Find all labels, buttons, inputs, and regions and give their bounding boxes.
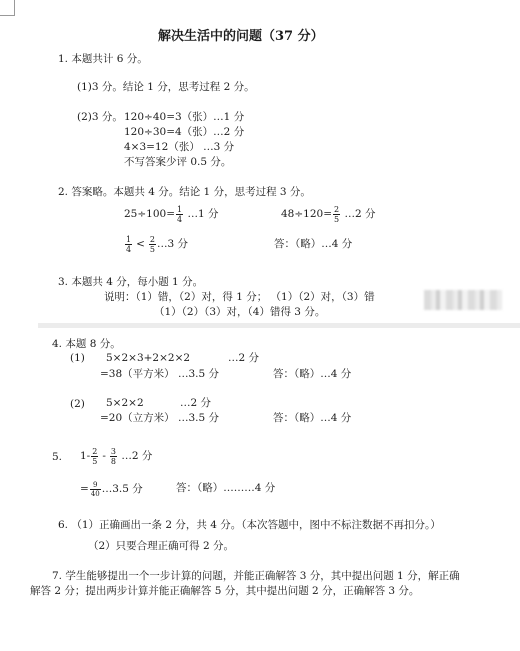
q5-expression [80, 445, 152, 467]
q5-equals: = [80, 483, 89, 495]
q1-line-4: 不写答案少评 0.5 分。 [124, 156, 232, 168]
q6-line-2: （2）只要合理正确可得 2 分。 [88, 540, 235, 552]
q2-equation-2 [281, 204, 375, 224]
page-title: 解决生活中的问题（37 分） [158, 29, 324, 44]
q1-line-2: 120÷30=4（张）…2 分 [124, 126, 245, 138]
q4-p1-result: =38（平方米） …3.5 分 [100, 368, 220, 380]
q4-p2-expression: 5×2×2 [106, 397, 144, 409]
q5-lead: 1- [80, 450, 91, 462]
q2-cmp-score: …3 分 [157, 238, 189, 250]
q1-line-1: 120÷40=3（张）…1 分 [124, 111, 245, 123]
q5-score-1: …2 分 [121, 450, 153, 462]
q4-p1-score-1: …2 分 [228, 352, 260, 364]
q5-answer: 答：（略）………4 分 [176, 482, 276, 494]
q5-fraction-1: $\frac{2}{5}$ [92, 446, 98, 466]
q2-cmp-operator: < [136, 238, 145, 250]
q2-eq2-fraction: $\frac{2}{5}$ [334, 204, 340, 224]
q2-comparison [124, 234, 188, 254]
blurred-text-region [424, 290, 502, 310]
q7-line-1: 7. 学生能够提出一个一步计算的问题，并能正确解答 3 分，其中提出问题 1 分，解正确 [52, 570, 460, 582]
q4-p2-result: =20（立方米） …3.5 分 [100, 412, 220, 424]
q2-answer: 答：（略）…4 分 [274, 238, 353, 250]
q1-part2-intro: (2)3 分。 [77, 111, 123, 123]
q2-eq1-left: 25÷100= [124, 208, 175, 220]
q4-p2-label: (2) [70, 398, 85, 410]
q4-p2-score-1: …2 分 [180, 397, 212, 409]
q4-header: 4. 本题 8 分。 [52, 338, 121, 350]
q5-result [80, 478, 143, 500]
q1-line-3: 4×3=12（张） …3 分 [124, 141, 235, 153]
q1-header: 1. 本题共计 6 分。 [58, 53, 148, 65]
q2-eq1-score: …1 分 [187, 208, 219, 220]
q2-eq2-score: …2 分 [344, 208, 376, 220]
q5-result-fraction: $\frac{9}{40}$ [90, 480, 100, 498]
q1-part1: (1)3 分。结论 1 分，思考过程 2 分。 [77, 81, 255, 93]
section-divider [38, 323, 520, 328]
q6-line-1: 6. （1）正确画出一条 2 分，共 4 分。（本次答题中，图中不标注数据不再扣分。） [58, 519, 441, 531]
q7-line-2: 解答 2 分；提出两步计算并能正确解答 5 分，其中提出问题 2 分，正确解答 3 分。 [30, 585, 420, 597]
q3-line-2: （1）（2）（3）对，（4）错得 3 分。 [154, 306, 326, 318]
q3-line-1: 说明：（1）错，（2）对，得 1 分； （1）（2）对，（3）错 [104, 291, 375, 303]
q2-cmp-fraction-b: $\frac{2}{5}$ [149, 234, 155, 254]
q4-p1-label: (1) [70, 352, 85, 364]
page-corner-mark [0, 0, 15, 16]
q2-cmp-fraction-a: $\frac{1}{4}$ [126, 234, 132, 254]
q5-minus: - [102, 450, 106, 462]
q5-fraction-2: $\frac{3}{8}$ [110, 446, 116, 466]
q4-p2-answer: 答：（略）…4 分 [273, 412, 352, 424]
q2-eq2-left: 48÷120= [281, 208, 332, 220]
q4-p1-answer: 答：（略）…4 分 [273, 368, 352, 380]
q5-label: 5. [52, 451, 63, 463]
q5-score-2: …3.5 分 [101, 483, 143, 495]
q4-p1-expression: 5×2×3+2×2×2 [106, 352, 191, 364]
q3-header: 3. 本题共 4 分，每小题 1 分。 [58, 276, 204, 288]
q2-equation-1 [124, 204, 218, 224]
q2-header: 2. 答案略。本题共 4 分。结论 1 分，思考过程 3 分。 [58, 186, 311, 198]
q2-eq1-fraction: $\frac{1}{4}$ [177, 204, 183, 224]
